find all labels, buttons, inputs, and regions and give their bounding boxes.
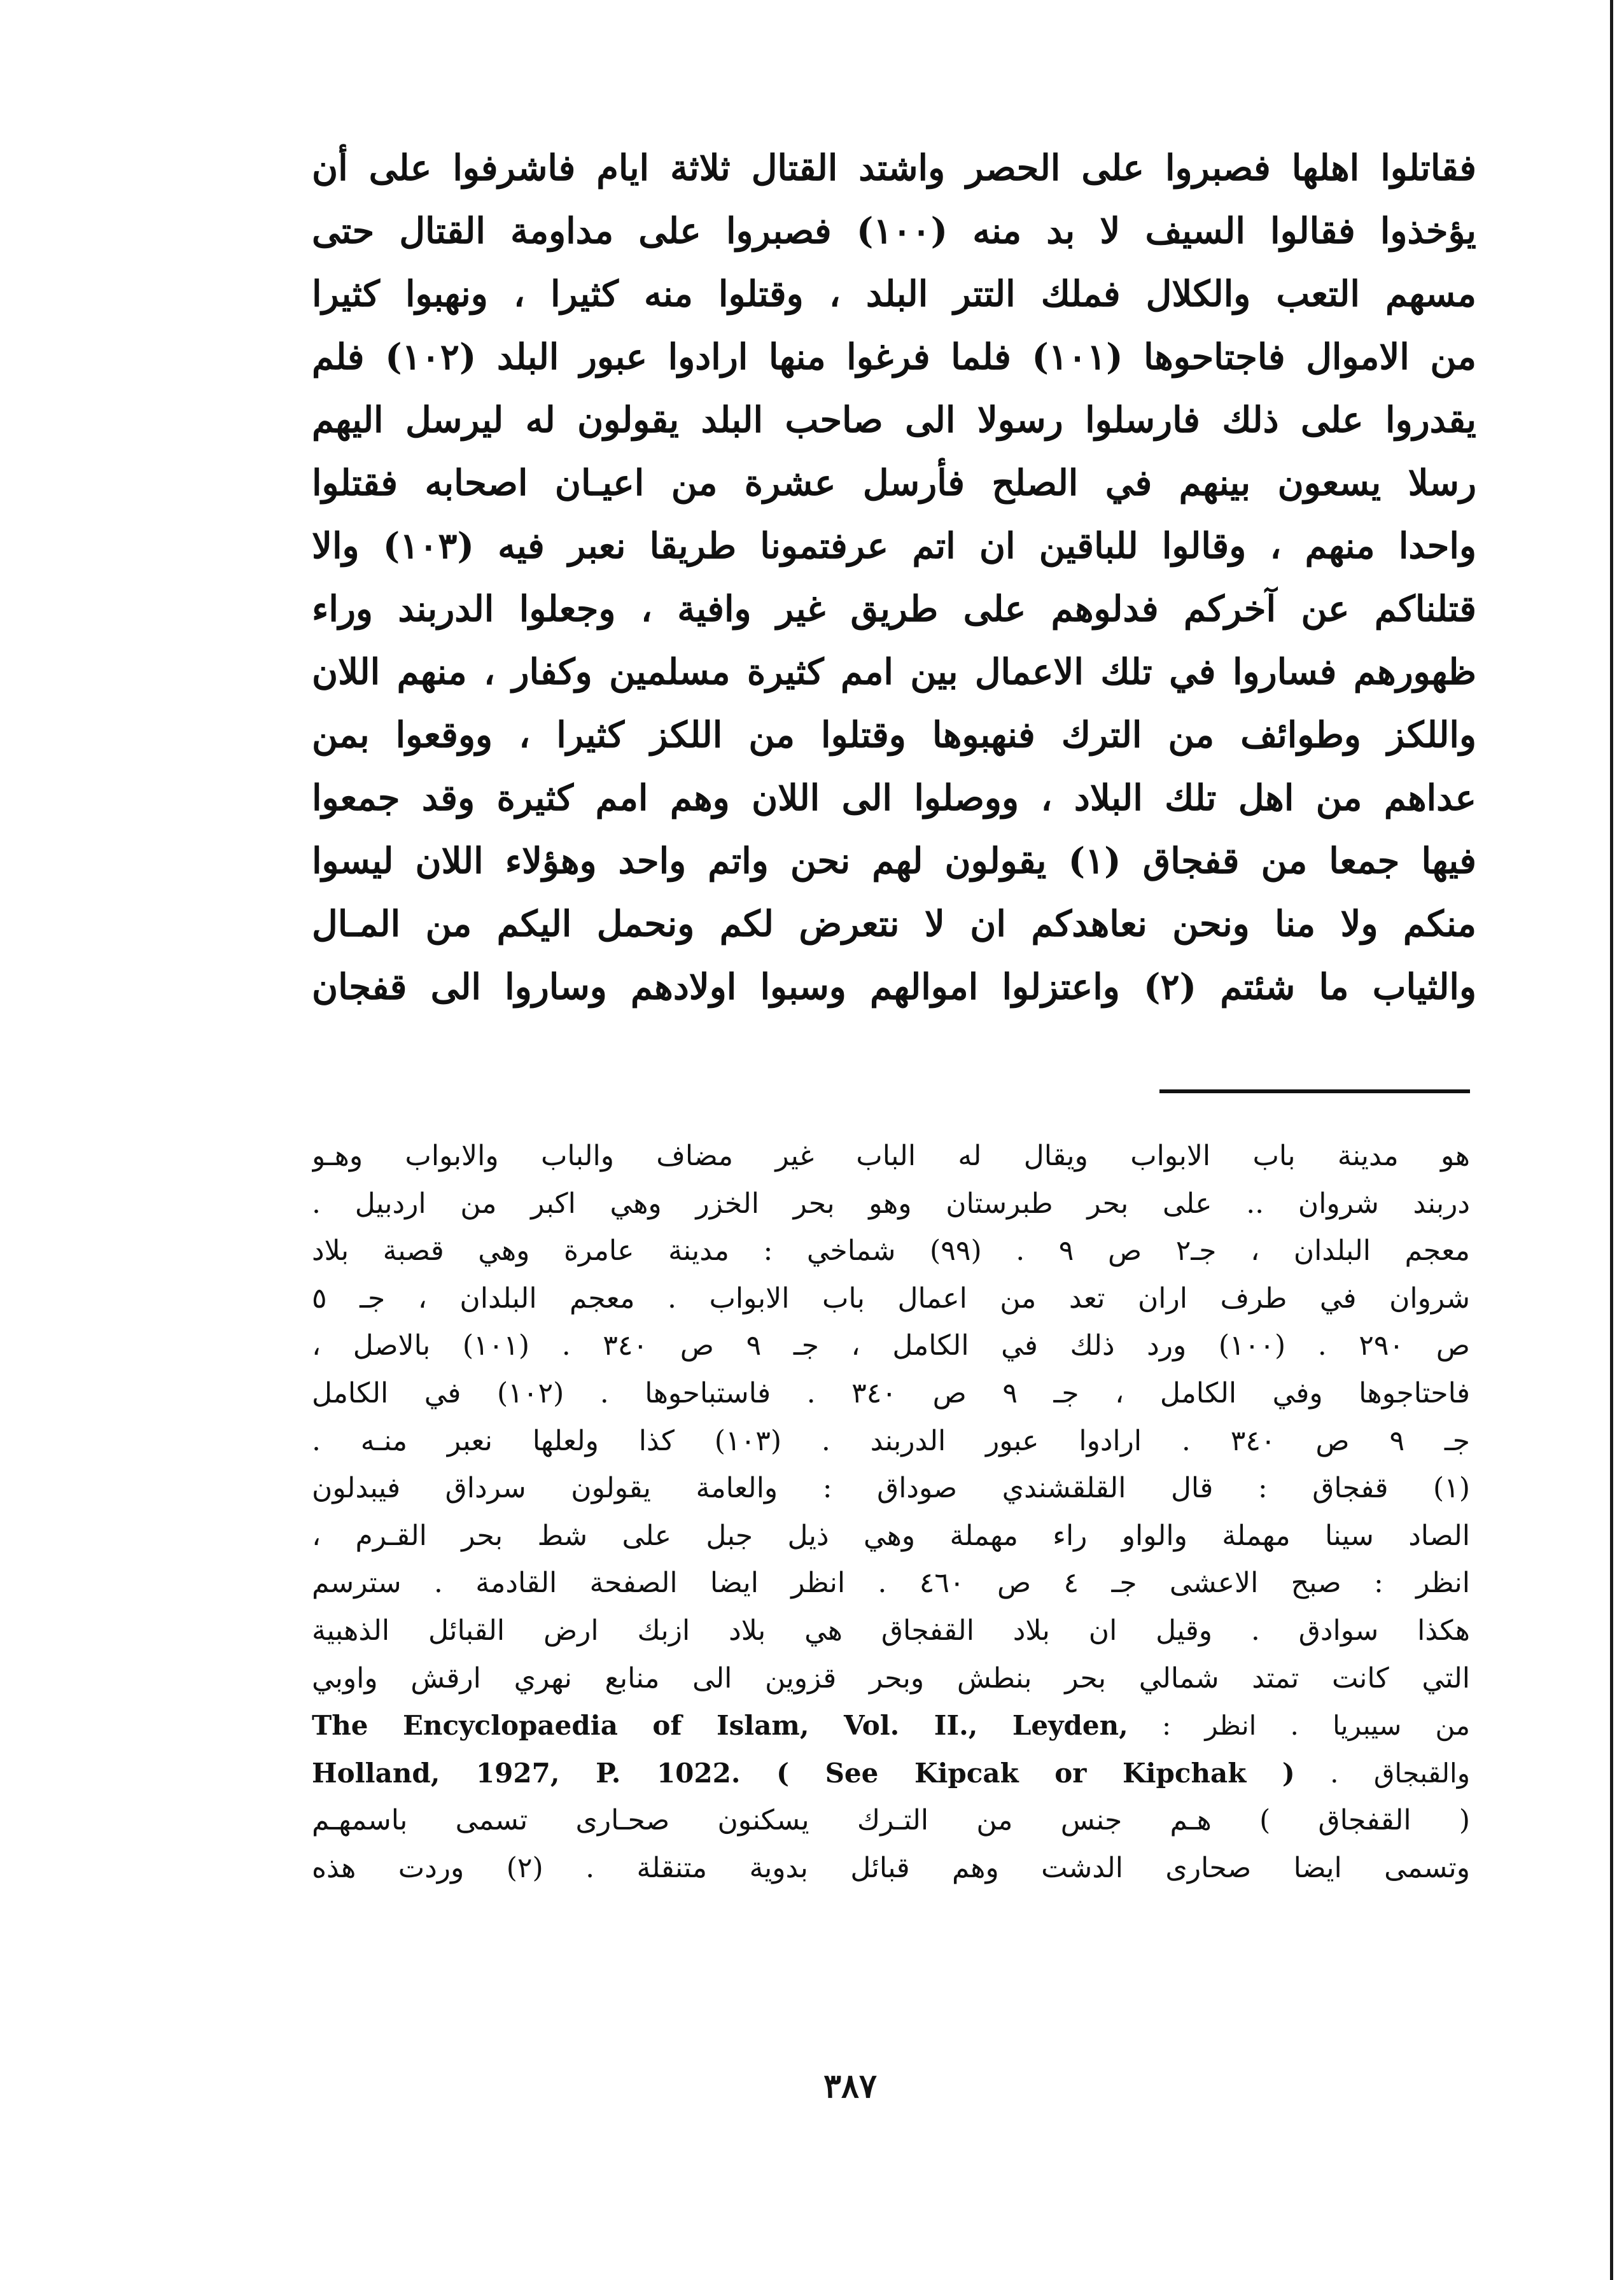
footnote-line: ص ٢٩٠ . (١٠٠) ورد ذلك في الكامل ، جـ ٩ ص ٣٤٠ . (١٠١) بالاصل ، [312, 1329, 1470, 1362]
footnote-line: شروان في طرف اران تعد من اعمال باب الابواب . معجم البلدان ، جـ ٥ [312, 1282, 1470, 1315]
footnote-line: وتسمى ايضا صحارى الدشت وهم قبائل بدوية متنقلة . (٢) وردت هذه [312, 1851, 1470, 1884]
footnote-citation-english: Holland, 1927, P. 1022. ( See Kipcak or Kipchak ) [312, 1757, 1295, 1789]
main-text-line: فقاتلوا اهلها فصبروا على الحصر واشتد القتال ثلاثة ايام فاشرفوا على أن [312, 147, 1476, 189]
main-text-line: عداهم من اهل تلك البلاد ، ووصلوا الى اللان وهم امم كثيرة وقد جمعوا [312, 777, 1476, 819]
footnote-line: معجم البلدان ، جـ٢ ص ٩ . (٩٩) شماخي : مدينة عامرة وهي قصبة بلاد [312, 1234, 1470, 1268]
main-text-line: رسلا يسعون بينهم في الصلح فأرسل عشرة من اعيـان اصحابه فقتلوا [312, 462, 1476, 504]
footnote-line: الصاد سينا مهملة والواو راء مهملة وهي ذيل جبل على شط بحر القـرم ، [312, 1519, 1470, 1552]
footnote-line: التي كانت تمتد شمالي بحر بنطش وبحر قزوين الى منابع نهري ارقش واوبي [312, 1661, 1470, 1695]
footnotes-block [312, 1133, 1470, 1892]
scan-page-edge [1610, 0, 1613, 2280]
page-number: ٣٨٧ [823, 2067, 877, 2106]
footnote-citation-line [312, 1702, 1470, 1750]
main-text-line: واحدا منهم ، وقالوا للباقين ان اتم عرفتمونا طريقا نعبر فيه (١٠٣) والا [312, 525, 1476, 567]
main-text-line: قتلناكم عن آخركم فدلوهم على طريق غير وافية ، وجعلوا الدربند وراء [312, 588, 1476, 630]
footnote-line: هو مدينة باب الابواب ويقال له الباب غير مضاف والباب والابواب وهـو [312, 1140, 1470, 1172]
footnote-citation-english: The Encyclopaedia of Islam, Vol. II., Leyden, [312, 1710, 1128, 1742]
footnote-citation-line [312, 1750, 1470, 1798]
footnote-line: انظر : صبح الاعشى جـ ٤ ص ٤٦٠ . انظر ايضا الصفحة القادمة . سترسم [312, 1567, 1470, 1600]
main-text-line: منكم ولا منا ونحن نعاهدكم ان لا نتعرض لكم ونحمل اليكم من المـال [312, 903, 1476, 945]
main-text-line: والثياب ما شئتم (٢) واعتزلوا اموالهم وسبوا اولادهم وساروا الى قفجان [312, 966, 1476, 1008]
footnote-citation-arabic: من سيبريا . انظر : [1161, 1710, 1470, 1742]
main-text-body [312, 137, 1476, 1019]
main-text-line: مسهم التعب والكلال فملك التتر البلد ، وقتلوا منه كثيرا ، ونهبوا كثيرا [312, 273, 1476, 315]
main-text-line: واللكز وطوائف من الترك فنهبوها وقتلوا من اللكز كثيرا ، ووقعوا بمن [312, 714, 1476, 756]
footnote-separator [1159, 1089, 1470, 1093]
footnote-citation-arabic: والقبجاق . [1330, 1757, 1470, 1789]
main-text-line: ظهورهم فساروا في تلك الاعمال بين امم كثيرة مسلمين وكفار ، منهم اللان [312, 651, 1476, 693]
main-text-line: فيها جمعا من قفجاق (١) يقولون لهم نحن واتم واحد وهؤلاء اللان ليسوا [312, 840, 1476, 882]
footnote-line: دربند شروان .. على بحر طبرستان وهو بحر الخزر وهي اكبر من اردبيل . [312, 1187, 1470, 1220]
footnote-line: هكذا سوادق . وقيل ان بلاد القفجاق هي بلاد ازبك ارض القبائل الذهبية [312, 1614, 1470, 1647]
footnote-line: جـ ٩ ص ٣٤٠ . ارادوا عبور الدربند . (١٠٣) كذا ولعلها نعبر منـه . [312, 1424, 1470, 1457]
main-text-line: يقدروا على ذلك فارسلوا رسولا الى صاحب البلد يقولون له ليرسل اليهم [312, 399, 1476, 441]
main-text-line: يؤخذوا فقالوا السيف لا بد منه (١٠٠) فصبروا على مداومة القتال حتى [312, 210, 1476, 252]
main-text-line: من الاموال فاجتاحوها (١٠١) فلما فرغوا منها ارادوا عبور البلد (١٠٢) فلم [312, 336, 1476, 378]
footnote-line: (١) قفجاق : قال القلقشندي صوداق : والعامة يقولون سرداق فيبدلون [312, 1472, 1470, 1505]
footnote-line: ( القفجاق ) هـم جنس من التـرك يسكنون صحـارى تسمى باسمهـم [312, 1804, 1470, 1837]
footnote-line: فاحتاجوها وفي الكامل ، جـ ٩ ص ٣٤٠ . فاستباحوها . (١٠٢) في الكامل [312, 1376, 1470, 1409]
